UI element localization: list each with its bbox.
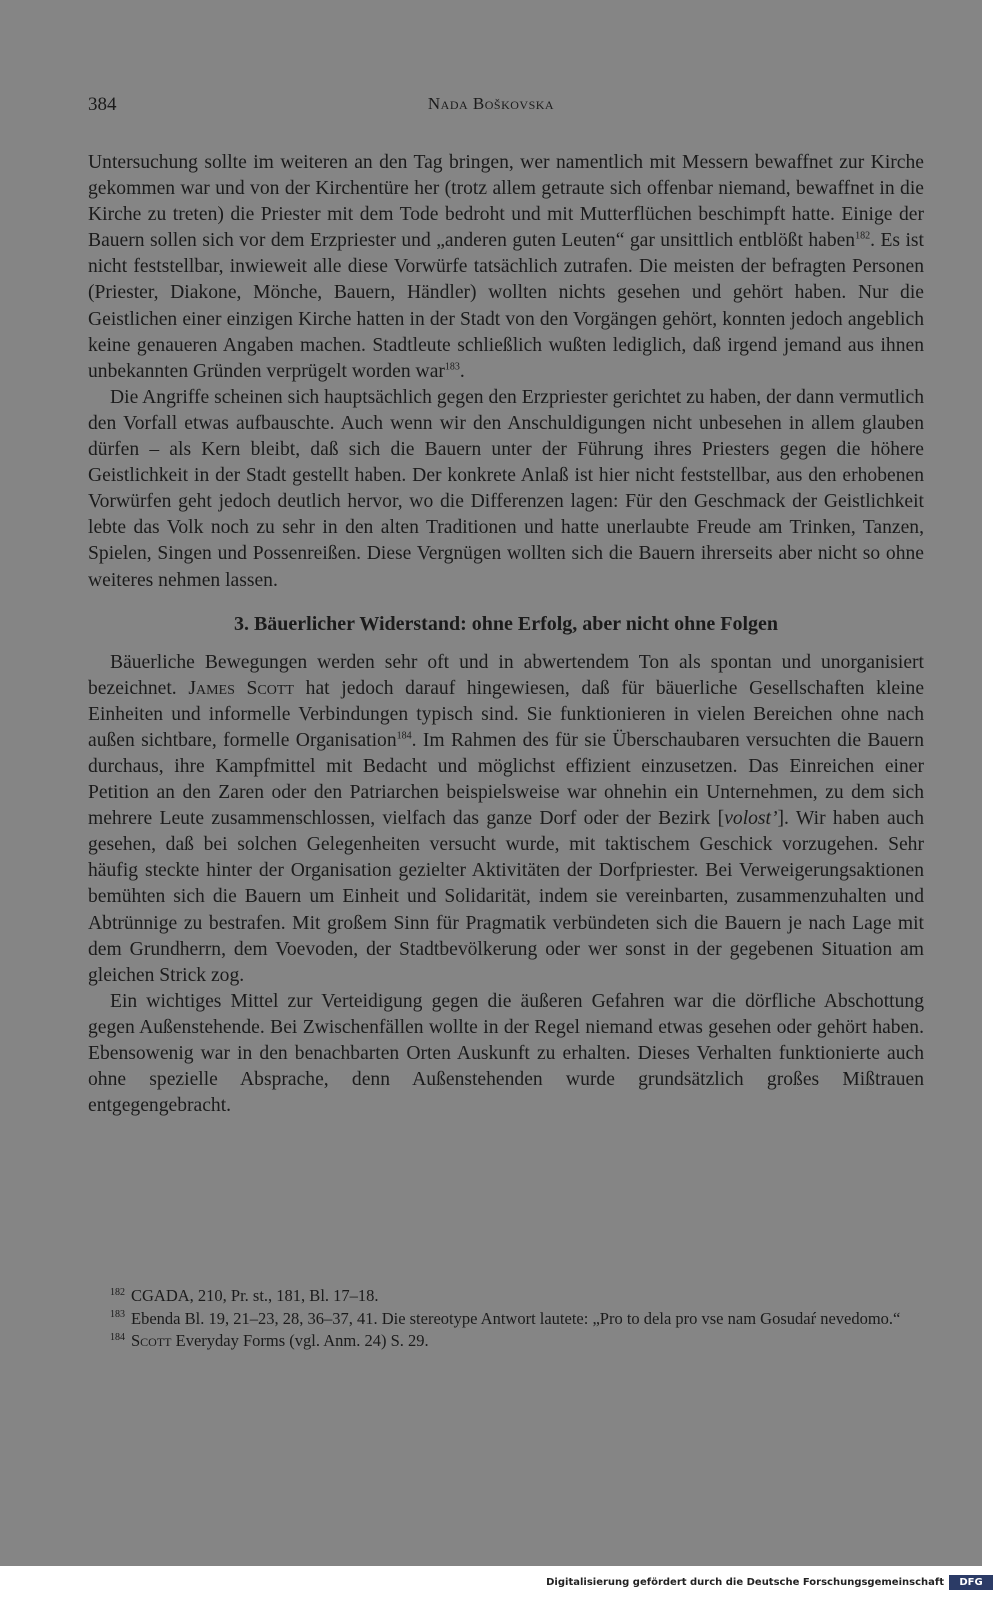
running-head: Nada Boškovska bbox=[427, 94, 555, 113]
text-run: CGADA, 210, Pr. st., 181, Bl. 17–18. bbox=[131, 1286, 379, 1305]
body-paragraph bbox=[88, 385, 924, 594]
text-run: Untersuchung sollte im weiteren an den Tag bringen, wer namentlich mit Messern bewaffnet zur Kirche gekommen war und von der Kirchentüre her (trotz allem getraute sich offenbar niemand, bewaffnet in die Kirche zu treten) die Priester mit dem Tode bedroht und mit Mutterflüchen beschimpft hatte. Einige der Bauern sollen sich vor dem Erzpriester und „anderen guten Leuten“ gar unsittlich entblößt haben bbox=[88, 152, 924, 252]
footnote-ref: 182 bbox=[855, 230, 871, 242]
footnote bbox=[88, 1309, 924, 1330]
italic-term: volost’ bbox=[724, 808, 778, 830]
body-paragraph bbox=[88, 150, 924, 385]
footnotes bbox=[88, 1286, 924, 1354]
text-run: hat jedoch darauf hingewiesen, daß für bäuerliche Gesellschaften kleine Einheiten und informelle Verbindungen typisch sind. Sie funktionieren in vielen Bereichen ohne nach außen sichtbare, formelle Organisation bbox=[88, 677, 925, 751]
text-run: Bäuerliche Bewegungen werden sehr oft und in abwertendem Ton als spontan und unorganisiert bezeichnet. bbox=[88, 651, 924, 699]
author-name: James Scott bbox=[188, 677, 294, 699]
text-run: Everyday Forms (vgl. Anm. 24) S. 29. bbox=[171, 1331, 429, 1350]
text-run: . Es ist nicht feststellbar, inwieweit alle diese Vorwürfe tatsächlich zutrafen. Die meisten der befragten Personen (Priester, Diakone, Mönche, Bauern, Händler) wollten nichts gesehen und gehört haben. Nur die Geistlichen einer einzigen Kirche hatten in der Stadt von den Vorgängen gehört, konnten jedoch angeblich keine genaueren Angaben machen. Stadtleute schließlich wußten lediglich, daß irgend jemand aus ihnen unbekannten Gründen verprügelt worden war bbox=[88, 230, 924, 382]
body-paragraph bbox=[88, 650, 924, 989]
footnote bbox=[88, 1286, 924, 1307]
page-number: 384 bbox=[88, 94, 117, 115]
page-header bbox=[0, 94, 982, 120]
body-paragraph bbox=[88, 989, 924, 1119]
footnote-ref: 183 bbox=[444, 361, 460, 373]
text-run: ]. Wir haben auch gesehen, daß bei solchen Gelegenheiten versucht wurde, mit taktischem Geschick vorzugehen. Sehr häufig steckte hinter der Organisation gezielter Aktivitäten der Dorfpriester. Bei Verweigerungsaktionen bemühten sich die Bauern um Einheit und Solidarität, indem sie vereinbarten, zusammenzuhalten und Abtrünnige zu bestrafen. Mit großem Sinn für Pragmatik verbündeten sich die Bauern je nach Lage mit dem Grundherrn, dem Voevoden, der Stadtbevölkerung oder wer sonst in der gegebenen Situation am gleichen Strick zog. bbox=[88, 808, 924, 986]
author-name: Scott bbox=[131, 1331, 172, 1350]
footer-credit: Digitalisierung gefördert durch die Deutsche Forschungsgemeinschaft bbox=[546, 1577, 944, 1588]
text-run: Die Angriffe scheinen sich hauptsächlich gegen den Erzpriester gerichtet zu haben, der dann vermutlich den Vorfall etwas aufbauschte. Auch wenn wir den Anschuldigungen nicht unbesehen in allem glauben dürfen – als Kern bleibt, daß sich die Bauern unter der Führung ihres Priesters gegen die höhere Geistlichkeit in der Stadt gestellt haben. Der konkrete Anlaß ist hier nicht feststellbar, aus den erhobenen Vorwürfen geht jedoch deutlich hervor, wo die Differenzen lagen: Für den Geschmack der Geistlichkeit lebte das Volk noch zu sehr in den alten Traditionen und hatte unerlaubte Freude am Trinken, Tanzen, Spielen, Singen und Possenreißen. Diese Vergnügen wollten sich die Bauern ihrerseits aber nicht so ohne weiteres nehmen lassen. bbox=[88, 386, 924, 591]
dfg-logo[interactable]: DFG bbox=[949, 1575, 993, 1590]
text-run: Ebenda Bl. 19, 21–23, 28, 36–37, 41. Die stereotype Antwort lautete: „Pro to dela pro vse nam Gosudaŕ nevedomo.“ bbox=[131, 1308, 901, 1328]
footnote-ref: 184 bbox=[396, 730, 412, 742]
text-run: . Im Rahmen des für sie Überschaubaren versuchten die Bauern durchaus, ihre Kampfmittel mit Bedacht und möglichst effizient einzusetzen. Das Einreichen einer Petition an den Zaren oder den Patriarchen beispielsweise war ohnehin ein Unternehmen, zu dem sich mehrere Leute zusammenschlossen, vielfach das ganze Dorf oder der Bezirk [ bbox=[88, 729, 925, 830]
digitization-footer bbox=[0, 1566, 1000, 1597]
text-run: Ein wichtiges Mittel zur Verteidigung gegen die äußeren Gefahren war die dörfliche Abschottung gegen Außenstehende. Bei Zwischenfällen wollte in der Regel niemand etwas gesehen oder gehört haben. Ebensowenig war in den benachbarten Orten Auskunft zu erhalten. Dieses Verhalten funktionierte auch ohne spezielle Absprache, denn Außenstehenden wurde grundsätzlich großes Mißtrauen entgegengebracht. bbox=[88, 990, 924, 1117]
footnote-number: 182 bbox=[110, 1286, 125, 1298]
footnote-number: 184 bbox=[110, 1331, 125, 1343]
main-text bbox=[88, 150, 924, 1119]
footnote-number: 183 bbox=[110, 1309, 125, 1320]
section-heading: 3. Bäuerlicher Widerstand: ohne Erfolg, aber nicht ohne Folgen bbox=[233, 612, 779, 635]
footnote bbox=[88, 1331, 924, 1352]
text-run: . bbox=[459, 360, 465, 382]
